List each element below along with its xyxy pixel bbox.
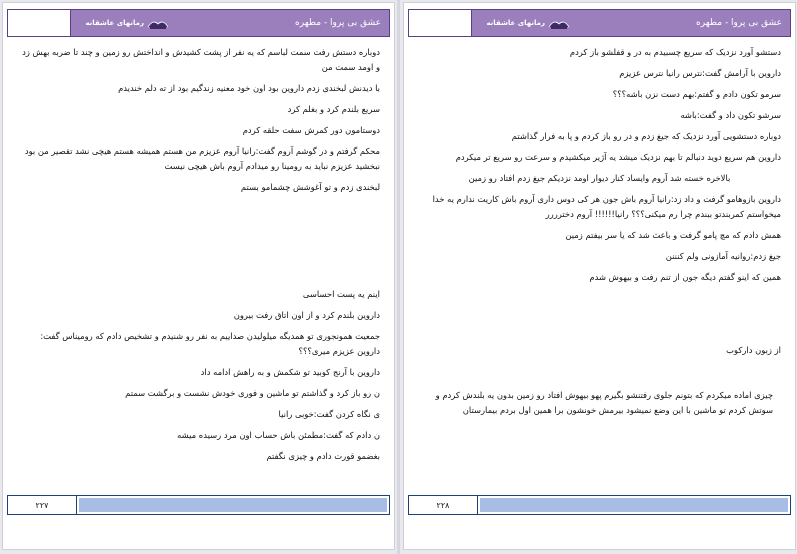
paragraph: ی نگاه کردن گفت:خوبی رانیا — [278, 409, 380, 419]
paragraph: اینم یه پست احساسی — [302, 289, 380, 299]
page-number: ۲۲۷ — [8, 496, 77, 514]
paragraph: ن رو باز کرد و گذاشتم تو ماشین و فوری خودش نشست و برگشت سمتم — [125, 388, 380, 398]
site-logo — [77, 13, 169, 33]
header-title: عشق بی پروا - مطهره — [295, 18, 381, 28]
page-header — [408, 9, 791, 37]
paragraph: دستشو آورد نزدیک که سریع چسبیدم به در و قفلشو باز کردم — [569, 47, 781, 57]
paragraph: ن دادم که گفت:مطمئن باش حساب اون مرد رسیده میشه — [177, 430, 380, 440]
page-number: ۲۲۸ — [409, 496, 478, 514]
paragraph: دوستامون دور کمرش سفت حلقه کردم — [242, 125, 380, 135]
paragraph: داروین با آرامش گفت:نترس رانیا نترس عزیزم — [619, 68, 781, 78]
header-blank-box — [8, 10, 71, 36]
header-bar — [472, 10, 790, 36]
paragraph: محکم گرفتم و در گوشم آروم گفت:رانیا آروم عزیزم من هستم همیشه هستم هیچی نشد تقصیر من بود نبخشید عزیزم نباید به رومینا رو میدادم آروم باش هیچی نیست — [24, 146, 380, 171]
paragraph: داروین بازوهامو گرفت و داد زد:رانیا آروم باش جون هر کی دوس داری آروم باش کاریت ندارم یه خدا میخواستم کمربندتو ببندم چرا رم میکنی؟؟؟ رانیا!!!!!! آروم دخترررر — [432, 194, 781, 219]
logo-text: رمانهای عاشقانه — [85, 19, 144, 27]
section-heading: از زبون دارکوب — [726, 345, 781, 355]
paragraph: همش دادم که مچ پامو گرفت و باعث شد که یا سر بیفتم زمین — [565, 230, 781, 240]
paragraph: لبخندی زدم و تو آغوشش چشمامو بستم — [240, 182, 380, 192]
paragraph: داروین هم سریع دوید دنبالم تا بهم نزدیک میشد یه آژیر میکشیدم و سرعت رو سریع تر میکردم — [455, 152, 781, 162]
footer-bar — [77, 496, 389, 514]
page-footer — [7, 495, 390, 515]
paragraph: دوباره دستش رفت سمت لباسم که یه نفر از پشت کشیدش و انداختش رو زمین و چند تا ضربه بهش زد و اومد سمت من — [22, 47, 380, 72]
page-divider — [397, 0, 400, 554]
paragraph: بغضمو قورت دادم و چیزی نگفتم — [266, 451, 380, 461]
header-blank-box — [409, 10, 472, 36]
footer-bar — [478, 496, 790, 514]
paragraph: با دیدنش لبخندی زدم داروین بود اون خود معنیه زندگیم بود از ته دلم خندیدم — [118, 83, 380, 93]
paragraph: چیزی اماده میکردم که بتونم جلوی رفتنشو بگیرم پهو بیهوش افتاد رو زمین بدون یه بلندش کردم و سوتش کردم تو ماشین با این وضع نمیشود بیرمش خونشون برا همین اول بردم بیمارستان — [435, 390, 773, 415]
book-logo-icon — [147, 15, 169, 31]
page-header — [7, 9, 390, 37]
paragraph: سرمو تکون دادم و گفتم:بهم دست نزن باشه؟؟؟ — [612, 89, 781, 99]
document-page-right — [403, 2, 796, 550]
paragraph: جمعیت همونجوری تو همدیگه میلولیدن صداییم به نفر رو شنیدم و تشخیص دادم که رومیناس گفت: داروین عزیزم میری؟؟؟ — [40, 331, 380, 356]
header-title: عشق بی پروا - مطهره — [696, 18, 782, 28]
book-logo-icon — [548, 15, 570, 31]
site-logo — [478, 13, 570, 33]
paragraph: سرشو تکون داد و گفت:باشه — [680, 110, 781, 120]
page-footer — [408, 495, 791, 515]
paragraph: داروین با آرنج کوبید تو شکمش و به راهش ادامه داد — [200, 367, 380, 377]
paragraph: همین که اینو گفتم دیگه جون از تنم رفت و بیهوش شدم — [589, 272, 781, 282]
document-page-left — [2, 2, 395, 550]
page-content — [17, 45, 380, 470]
paragraph: دوباره دستشویی آورد نزدیک که جیغ زدم و در رو باز کردم و پا به فرار گذاشتم — [511, 131, 781, 141]
header-bar — [71, 10, 389, 36]
paragraph: جیغ زدم:روانیه آمازونی ولم کنننن — [665, 251, 781, 261]
paragraph: سریع بلندم کرد و بغلم کرد — [287, 104, 380, 114]
logo-text: رمانهای عاشقانه — [486, 19, 545, 27]
paragraph: داروین بلندم کرد و از اون اتاق رفت بیرون — [233, 310, 380, 320]
paragraph: بالاخره خسته شد آروم وایساد کنار دیوار اومد نزدیکم جیغ زدم افتاد رو زمین — [468, 173, 731, 183]
page-content — [418, 45, 781, 424]
